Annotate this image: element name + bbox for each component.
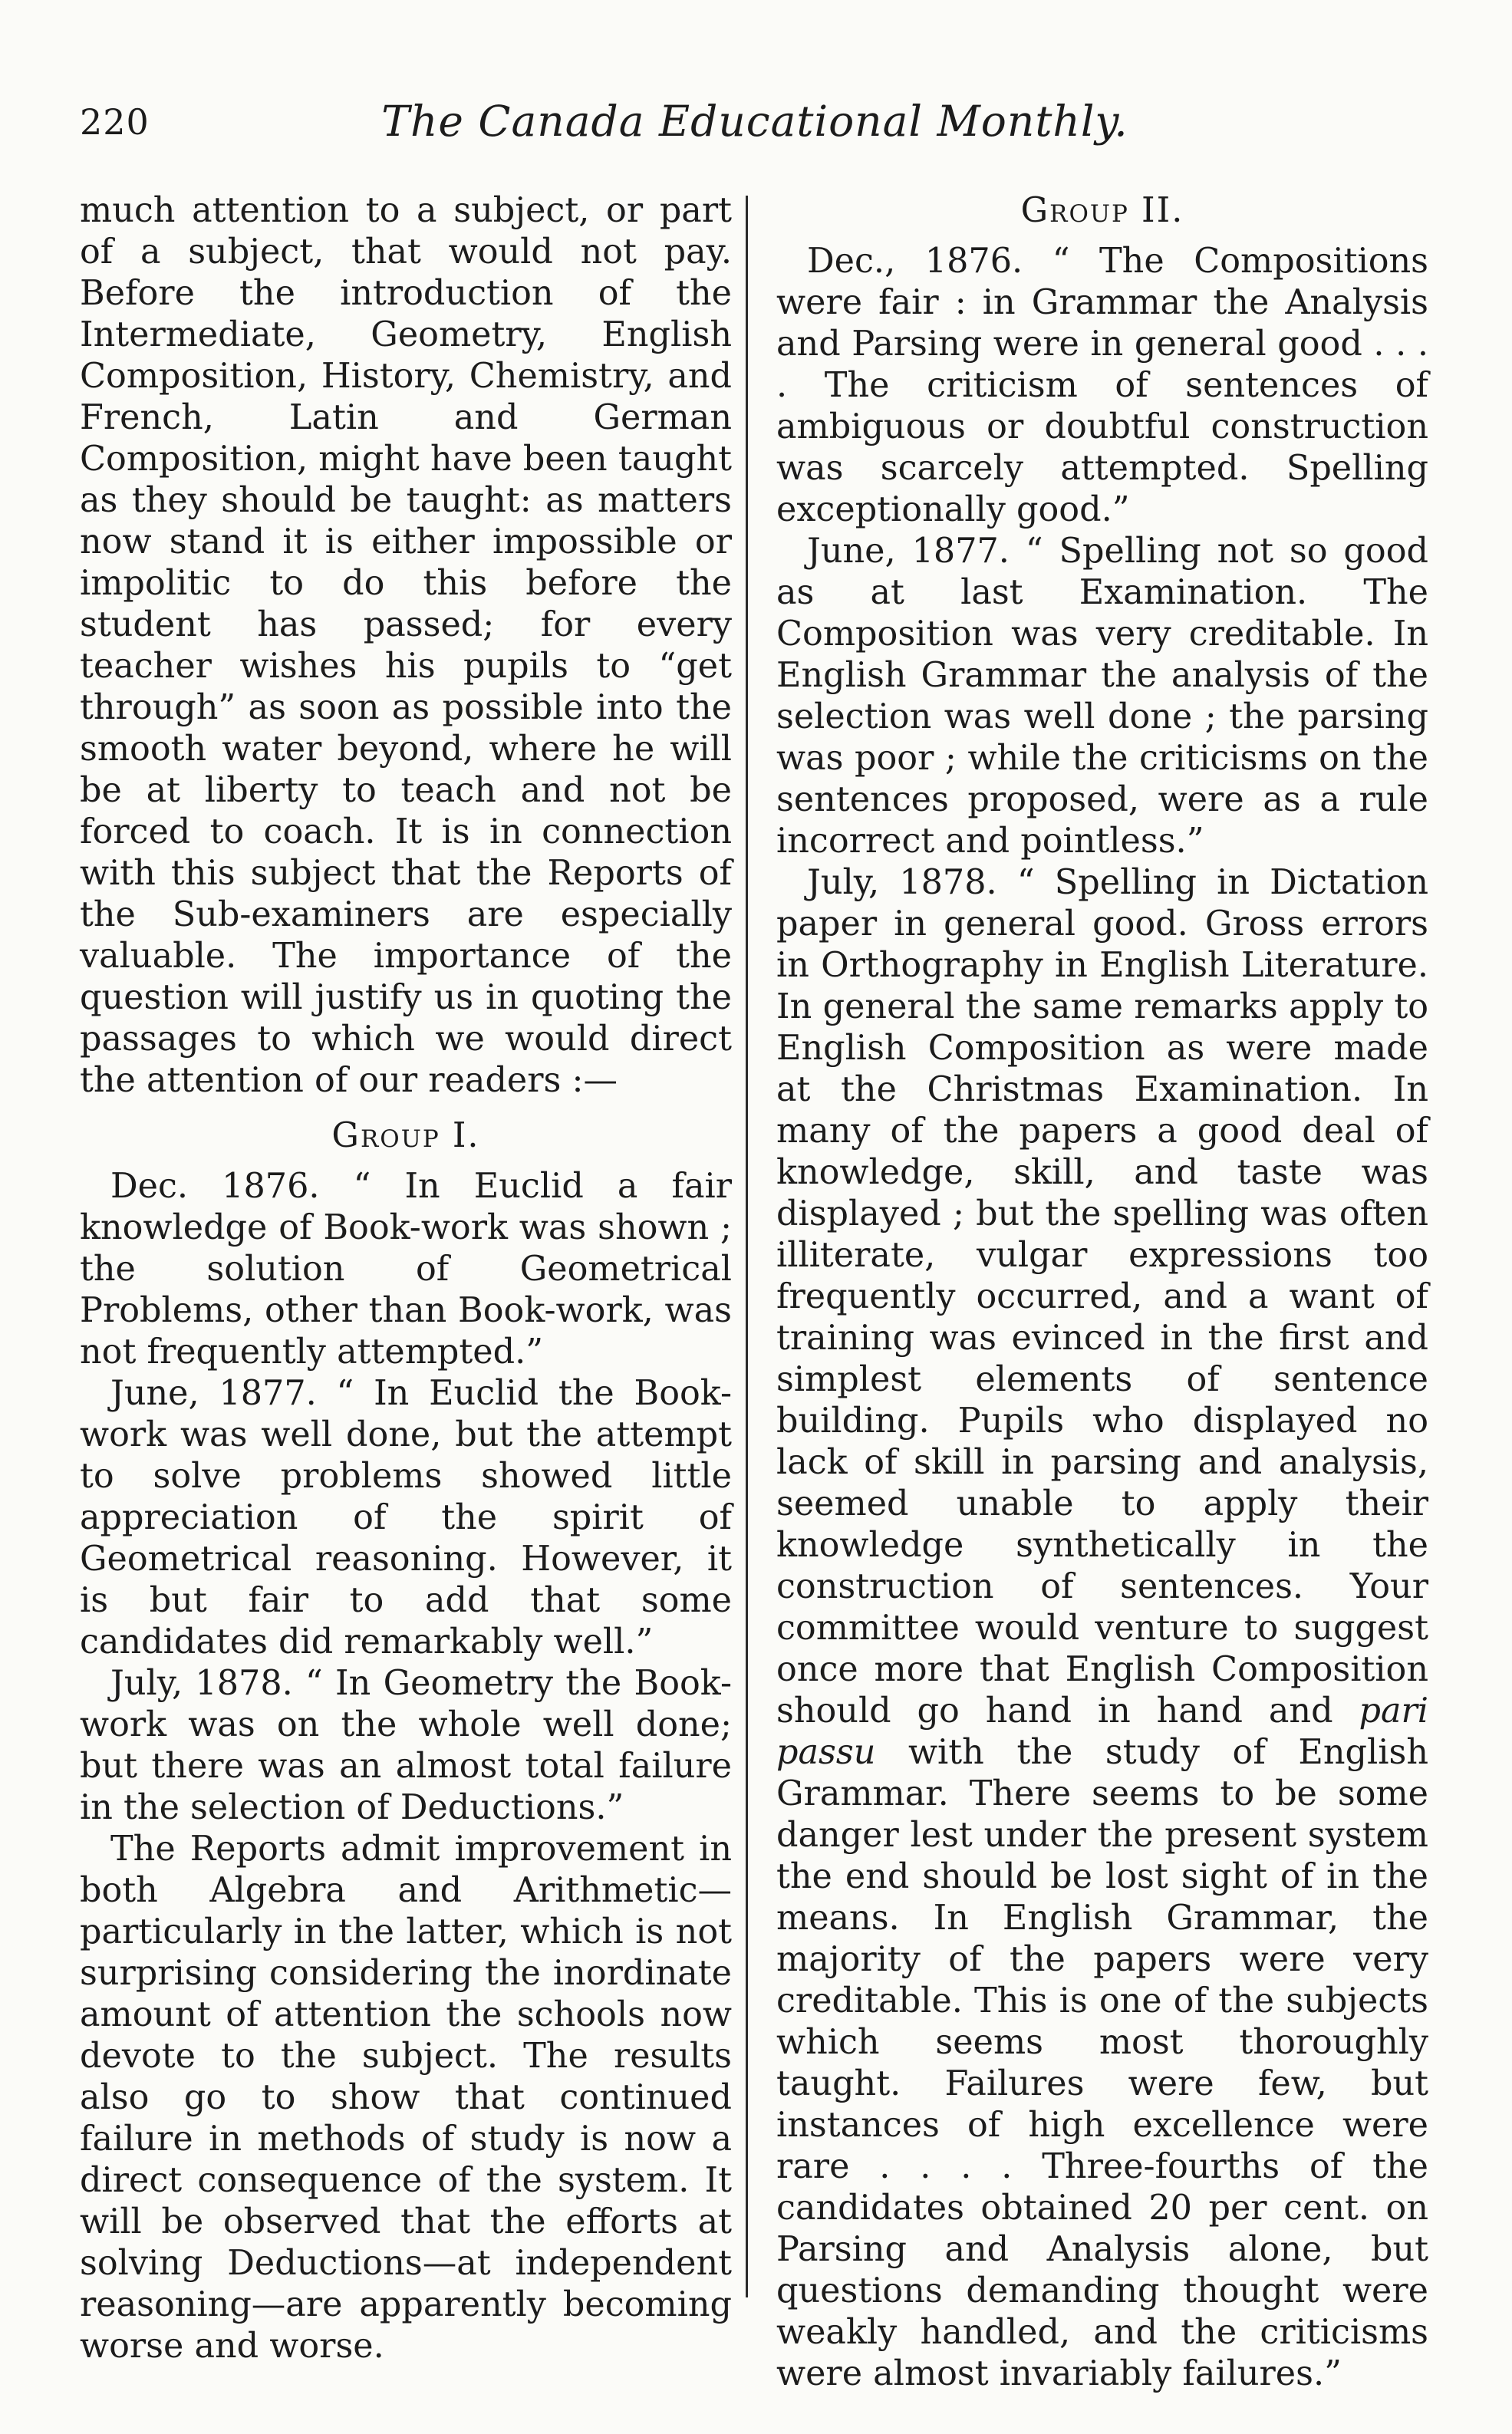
group-one-entry-dec-1876: Dec. 1876. “ In Euclid a fair knowledge of Book-work was shown ; the solution of Geometrical Problems, other than Book-work, was not frequently attempted.”	[80, 1167, 732, 1372]
july-1878-text-start: July, 1878. “ Spelling in Dictation paper in general good. Gross errors in Orthography in English Literature. In general the same remarks apply to English Composition as were made at the Christmas Examination. In many of the papers a good deal of knowledge, skill, and taste was displayed ; but the spelling was often illiterate, vulgar expressions too frequently occurred, and a want of training was evinced in the first and simplest elements of sentence building. Pupils who displayed no lack of skill in parsing and analysis, seemed unable to apply their knowledge synthetically in the construction of sentences. Your committee would venture to suggest once more that English Composition should go hand in hand and	[776, 863, 1428, 1731]
left-column	[80, 190, 732, 2367]
group-one-entry-june-1877: June, 1877. “ In Euclid the Book-work was well done, but the attempt to solve problems showed little appreciation of the spirit of Geometrical reasoning. However, it is but fair to add that some candidates did remarkably well.”	[80, 1374, 732, 1662]
closing-paragraph: The Reports admit improvement in both Algebra and Arithmetic—particularly in the latter, which is not surprising considering the inordinate amount of attention the schools now devote to the subject. The results also go to show that continued failure in methods of study is now a direct consequence of the system. It will be observed that the efforts at solving Deductions—at independent reasoning—are apparently becoming worse and worse.	[80, 1830, 732, 2366]
group-two-heading: Group II.	[1020, 191, 1184, 230]
group-one-heading: Group I.	[331, 1116, 480, 1155]
page-number: 220	[80, 101, 150, 143]
july-1878-text-end: with the study of English Grammar. There seems to be some danger lest under the present system the end should be lost sight of in the means. In English Grammar, the majority of the papers were very creditable. This is one of the subjects which seems most thoroughly taught. Failures were few, but instances of high excellence were rare . . . . Three-fourths of the candidates obtained 20 per cent. on Parsing and Analysis alone, but questions demanding thought were weakly handled, and the criticisms were almost invariably failures.”	[776, 1733, 1428, 2393]
intro-paragraph: much attention to a subject, or part of a subject, that would not pay. Before the introduction of the Intermediate, Geometry, English Composition, History, Chemistry, and French, Latin and German Composition, might have been taught as they should be taught: as matters now stand it is either impossible or impolitic to do this before the student has passed; for every teacher wishes his pupils to “get through” as soon as possible into the smooth water beyond, where he will be at liberty to teach and not be forced to coach. It is in connection with this subject that the Reports of the Sub-examiners are especially valuable. The importance of the question will justify us in quoting the passages to which we would direct the attention of our readers :—	[80, 191, 732, 1100]
column-divider	[746, 196, 748, 2297]
group-one-entry-july-1878: July, 1878. “ In Geometry the Book-work was on the whole well done; but there was an almost total failure in the selection of Deductions.”	[80, 1664, 732, 1827]
running-title: The Canada Educational Monthly.	[381, 97, 1128, 146]
group-two-entry-june-1877: June, 1877. “ Spelling not so good as at last Examination. The Composition was very creditable. In English Grammar the analysis of the selection was well done ; the parsing was poor ; while the criticisms on the sentences proposed, were as a rule incorrect and pointless.”	[776, 532, 1428, 861]
group-two-entry-dec-1876: Dec., 1876. “ The Compositions were fair : in Grammar the Analysis and Parsing were in general good . . . . The criticism of sentences of ambiguous or doubtful construction was scarcely attempted. Spelling exceptionally good.”	[776, 242, 1428, 529]
right-column	[776, 190, 1428, 2395]
pari-passu-phrase: pari passu	[776, 1691, 1428, 1772]
page-header	[80, 86, 1430, 163]
group-two-entry-july-1878	[776, 862, 1428, 2395]
